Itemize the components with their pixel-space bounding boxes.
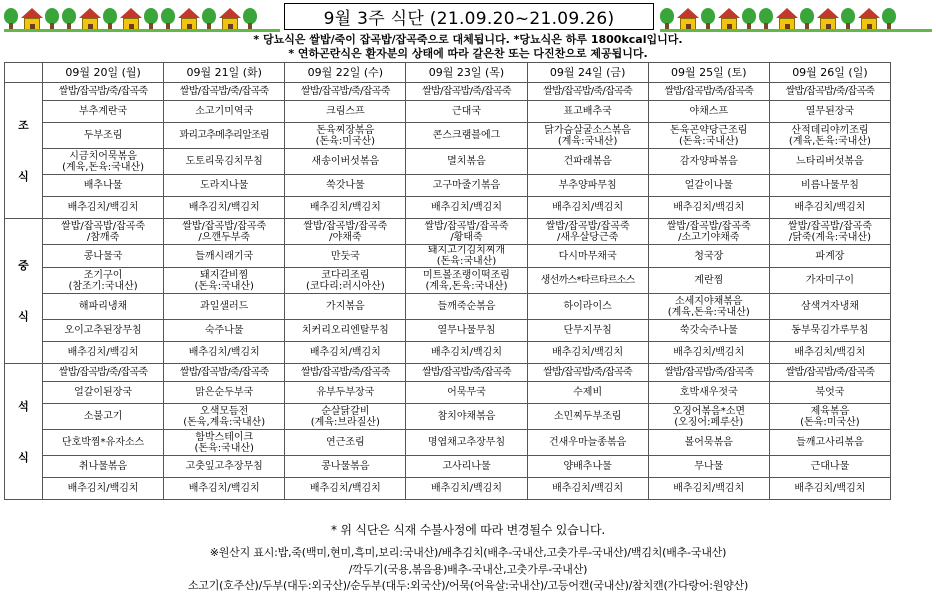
menu-item: 멸치볶음 (406, 149, 527, 175)
menu-item-name: 닭가슴살굴소스볶음 (544, 124, 632, 136)
menu-item-origin: (계육:국내산) (557, 135, 618, 147)
grass-strip (660, 29, 932, 32)
lunch-label (5, 219, 43, 364)
menu-item-name: 오색모듬전 (200, 405, 249, 417)
lunch-row (5, 294, 891, 320)
menu-item: 단호박찜*유자소스 (43, 430, 164, 456)
menu-item: 삼색겨자냉채 (769, 294, 890, 320)
menu-item-name: 쌀밥/잡곡밥/잡곡죽 (666, 220, 751, 232)
menu-item-origin: /닭죽(계육:국내산) (788, 231, 871, 243)
menu-item (164, 268, 285, 294)
menu-item-origin: /새우살당근죽 (556, 231, 619, 243)
grass-strip (4, 29, 280, 32)
menu-item: 해파리냉채 (43, 294, 164, 320)
menu-item: 쌀밥/잡곡밥/죽/잡곡죽 (527, 364, 648, 382)
menu-item: 얼갈이나물 (648, 175, 769, 197)
menu-item (527, 123, 648, 149)
menu-item: 표고배추국 (527, 101, 648, 123)
menu-item: 쌀밥/잡곡밥/죽/잡곡죽 (43, 364, 164, 382)
menu-item (43, 149, 164, 175)
menu-item-name: 쌀밥/잡곡밥/잡곡죽 (424, 220, 509, 232)
menu-item (285, 123, 406, 149)
menu-item: 가지볶음 (285, 294, 406, 320)
menu-item: 쌀밥/잡곡밥/죽/잡곡죽 (285, 83, 406, 101)
menu-item: 배추김치/백김치 (648, 342, 769, 364)
menu-item: 크림스프 (285, 101, 406, 123)
change-notice: * 위 식단은 식재 수불사정에 따라 변경될수 있습니다. (331, 523, 605, 537)
dinner-row (5, 364, 891, 382)
menu-item: 가자미구이 (769, 268, 890, 294)
menu-item: 느타리버섯볶음 (769, 149, 890, 175)
menu-item: 과일샐러드 (164, 294, 285, 320)
menu-item (648, 219, 769, 245)
menu-item-origin: /참깨죽 (86, 231, 120, 243)
menu-item: 쌀밥/잡곡밥/죽/잡곡죽 (527, 83, 648, 101)
menu-item: 콘스크램블에그 (406, 123, 527, 149)
menu-item: 배추김치/백김치 (769, 197, 890, 219)
menu-item: 유부두부장국 (285, 382, 406, 404)
menu-item-origin: /야채죽 (329, 231, 362, 243)
menu-item (527, 219, 648, 245)
menu-item: 배추김치/백김치 (164, 478, 285, 500)
menu-item: 근대국 (406, 101, 527, 123)
menu-item: 배추김치/백김치 (43, 478, 164, 500)
menu-item-name: 쌀밥/잡곡밥/잡곡죽 (545, 220, 630, 232)
menu-item: 열무된장국 (769, 101, 890, 123)
menu-item: 배추김치/백김치 (527, 197, 648, 219)
menu-item: 쌀밥/잡곡밥/죽/잡곡죽 (164, 83, 285, 101)
menu-item-name: 쌀밥/잡곡밥/잡곡죽 (61, 220, 146, 232)
menu-item: 들깨고사리볶음 (769, 430, 890, 456)
menu-item-origin: (계육,돈육:국내산) (788, 135, 871, 147)
menu-item: 배추김치/백김치 (406, 478, 527, 500)
day-header: 09월 25일 (토) (648, 63, 769, 83)
menu-item: 배추김치/백김치 (527, 478, 648, 500)
menu-item (285, 268, 406, 294)
menu-item: 배추김치/백김치 (43, 342, 164, 364)
menu-item: 쌀밥/잡곡밥/죽/잡곡죽 (769, 83, 890, 101)
menu-item: 볼어묵볶음 (648, 430, 769, 456)
menu-item: 열무나물무침 (406, 320, 527, 342)
menu-item: 연근조림 (285, 430, 406, 456)
breakfast-label (5, 83, 43, 219)
breakfast-row (5, 197, 891, 219)
menu-item: 소불고기 (43, 404, 164, 430)
menu-item: 배추김치/백김치 (406, 342, 527, 364)
breakfast-row (5, 175, 891, 197)
day-header: 09월 21일 (화) (164, 63, 285, 83)
menu-item: 참치야채볶음 (406, 404, 527, 430)
menu-item-origin: (계육,돈육:국내산) (425, 280, 508, 292)
page-title: 9월 3주 식단 (21.09.20~21.09.26) (284, 3, 654, 30)
corner-cell (5, 63, 43, 83)
menu-item-name: 순살닭갈비 (321, 405, 370, 417)
menu-item: 들깨죽순볶음 (406, 294, 527, 320)
menu-item (164, 219, 285, 245)
dinner-row (5, 404, 891, 430)
menu-item: 건파래볶음 (527, 149, 648, 175)
diabetic-diet-notice: * 당뇨식은 쌀밥/죽이 잡곡밥/잡곡죽으로 대체됩니다. *당뇨식은 하루 1800kcal입니다. (253, 33, 683, 46)
menu-item: 소민찌두부조림 (527, 404, 648, 430)
menu-item (648, 123, 769, 149)
menu-item-name: 돼지갈비찜 (200, 269, 249, 281)
decorative-banner-right (660, 4, 932, 32)
day-header-row (5, 63, 891, 83)
menu-item (43, 268, 164, 294)
menu-item: 배추김치/백김치 (648, 197, 769, 219)
menu-item-origin: (돈육:미국산) (315, 135, 376, 147)
decorative-banner-left (4, 4, 280, 32)
day-header: 09월 24일 (금) (527, 63, 648, 83)
menu-item: 양배추나물 (527, 456, 648, 478)
menu-item-origin: /황태죽 (450, 231, 483, 243)
menu-item: 생선까스*타르타르소스 (527, 268, 648, 294)
day-header: 09월 26일 (일) (769, 63, 890, 83)
menu-item: 배추김치/백김치 (648, 478, 769, 500)
menu-item: 단무지무침 (527, 320, 648, 342)
lunch-label-top: 중 (18, 259, 29, 272)
lunch-label-bottom: 식 (18, 310, 29, 323)
menu-item: 청국장 (648, 245, 769, 268)
lunch-row (5, 245, 891, 268)
menu-item: 배추김치/백김치 (769, 342, 890, 364)
breakfast-label-top: 조 (18, 118, 29, 132)
menu-item: 비름나물무침 (769, 175, 890, 197)
dysphagia-diet-notice: * 연하곤란식은 환자분의 상태에 따라 갈은찬 또는 다진찬으로 제공됩니다. (288, 47, 648, 60)
menu-item: 콩나물볶음 (285, 456, 406, 478)
dinner-label-bottom: 식 (18, 450, 29, 464)
menu-item: 쌀밥/잡곡밥/죽/잡곡죽 (648, 83, 769, 101)
menu-item: 수제비 (527, 382, 648, 404)
menu-item: 건새우마늘종볶음 (527, 430, 648, 456)
menu-item (406, 245, 527, 268)
menu-item-name: 돼지고기김치찌개 (427, 245, 506, 256)
dinner-row (5, 382, 891, 404)
menu-item: 고구마줄기볶음 (406, 175, 527, 197)
menu-item: 어묵무국 (406, 382, 527, 404)
menu-item-name: 쌀밥/잡곡밥/잡곡죽 (182, 220, 267, 232)
menu-item: 꽈리고추메추리알조림 (164, 123, 285, 149)
menu-item: 치커리오리엔탈무침 (285, 320, 406, 342)
lunch-row (5, 219, 891, 245)
menu-item-origin: (코다리:러시아산) (305, 280, 385, 292)
menu-item: 계란찜 (648, 268, 769, 294)
menu-item (769, 404, 890, 430)
menu-item: 소고기미역국 (164, 101, 285, 123)
menu-item: 도토리묵김치무침 (164, 149, 285, 175)
menu-item-origin: (계육,돈육:국내산) (667, 306, 750, 318)
day-header: 09월 23일 (목) (406, 63, 527, 83)
menu-item: 동부묵김가루무침 (769, 320, 890, 342)
menu-item-name: 쌀밥/잡곡밥/잡곡죽 (787, 220, 872, 232)
menu-item (648, 404, 769, 430)
menu-item: 쌀밥/잡곡밥/죽/잡곡죽 (769, 364, 890, 382)
menu-item: 배추김치/백김치 (164, 342, 285, 364)
menu-item-origin: (참조기:국내산) (68, 280, 138, 292)
menu-item (164, 430, 285, 456)
menu-item-origin: (돈육:미국산) (800, 416, 860, 428)
menu-item (285, 404, 406, 430)
dinner-row (5, 478, 891, 500)
menu-item: 배추김치/백김치 (769, 478, 890, 500)
lunch-row (5, 342, 891, 364)
menu-item: 쌀밥/잡곡밥/죽/잡곡죽 (648, 364, 769, 382)
menu-item-origin: (돈육,계육:국내산) (183, 416, 266, 428)
menu-item: 오이고추된장무침 (43, 320, 164, 342)
menu-item: 콩나물국 (43, 245, 164, 268)
menu-item: 쑥갓숙주나물 (648, 320, 769, 342)
menu-item: 배추김치/백김치 (527, 342, 648, 364)
menu-item (648, 294, 769, 320)
menu-item-name: 미트볼조랭이떡조림 (423, 269, 510, 281)
menu-item (406, 268, 527, 294)
menu-item: 숙주나물 (164, 320, 285, 342)
menu-item: 배추김치/백김치 (164, 197, 285, 219)
menu-item-origin: (돈육:국내산) (194, 280, 254, 292)
menu-item (164, 404, 285, 430)
menu-item: 배추나물 (43, 175, 164, 197)
day-header: 09월 22일 (수) (285, 63, 406, 83)
menu-item: 다시마무채국 (527, 245, 648, 268)
menu-item: 들깨시래기국 (164, 245, 285, 268)
menu-item: 부추양파무침 (527, 175, 648, 197)
breakfast-row (5, 83, 891, 101)
origin-label-line-3: 소고기(호주산)/두부(대두:외국산)/순두부(대두:외국산)/어묵(어육살:국내산)/고등어캔(국내산)/참치캔(가다랑어:원양산) (187, 579, 749, 592)
breakfast-row (5, 123, 891, 149)
menu-item: 배추김치/백김치 (285, 197, 406, 219)
menu-item: 얼갈이된장국 (43, 382, 164, 404)
menu-item-origin: /으깬두부죽 (198, 231, 251, 243)
weekly-menu-table (4, 62, 891, 500)
menu-item (769, 219, 890, 245)
menu-item: 배추김치/백김치 (285, 478, 406, 500)
lunch-row (5, 268, 891, 294)
menu-item: 고춧잎고추장무침 (164, 456, 285, 478)
menu-item-origin: (오징어:페루산) (674, 416, 744, 428)
menu-item: 배추김치/백김치 (285, 342, 406, 364)
menu-item: 쌀밥/잡곡밥/죽/잡곡죽 (43, 83, 164, 101)
breakfast-row (5, 149, 891, 175)
menu-item-name: 조기구이 (83, 269, 123, 281)
menu-item-name: 쌀밥/잡곡밥/잡곡죽 (303, 220, 388, 232)
menu-item: 쌀밥/잡곡밥/죽/잡곡죽 (164, 364, 285, 382)
origin-label-line-1: ※원산지 표시:밥,죽(백미,현미,흑미,보리:국내산)/배추김치(배추-국내산,고춧가루-국내산)/백김치(배추-국내산) (209, 546, 727, 559)
menu-item-origin: (돈육:국내산) (436, 256, 497, 267)
menu-item: 배추김치/백김치 (406, 197, 527, 219)
menu-item-origin: (계육,돈육:국내산) (62, 161, 145, 173)
menu-item (769, 123, 890, 149)
dinner-row (5, 430, 891, 456)
menu-item: 명엽채고추장무침 (406, 430, 527, 456)
menu-item-name: 코다리조림 (321, 269, 370, 281)
menu-item: 부추계란국 (43, 101, 164, 123)
lunch-row (5, 320, 891, 342)
day-header: 09월 20일 (월) (43, 63, 164, 83)
menu-item: 북엇국 (769, 382, 890, 404)
origin-label-line-2: /깍두기(국용,볶음용)배추-국내산,고춧가루-국내산) (348, 563, 588, 576)
dinner-label (5, 364, 43, 500)
menu-item: 근대나물 (769, 456, 890, 478)
menu-item: 고사리나물 (406, 456, 527, 478)
menu-item: 파계장 (769, 245, 890, 268)
menu-item: 새송이버섯볶음 (285, 149, 406, 175)
dinner-label-top: 석 (18, 399, 29, 413)
menu-item-name: 돈육곤약당근조림 (670, 124, 748, 136)
menu-body (5, 83, 891, 500)
menu-item: 취나물볶음 (43, 456, 164, 478)
menu-item: 쌀밥/잡곡밥/죽/잡곡죽 (406, 364, 527, 382)
menu-item-name: 산적데리야끼조림 (791, 124, 869, 136)
menu-item: 두부조림 (43, 123, 164, 149)
menu-item: 배추김치/백김치 (43, 197, 164, 219)
menu-item: 쑥갓나물 (285, 175, 406, 197)
menu-item (406, 219, 527, 245)
menu-item-origin: (계육:브라질산) (310, 416, 380, 428)
menu-item-origin: (돈육:국내산) (679, 135, 739, 147)
menu-item-name: 오징어볶음*소면 (672, 405, 746, 417)
menu-item (43, 219, 164, 245)
breakfast-label-bottom: 식 (18, 169, 29, 183)
breakfast-row (5, 101, 891, 123)
menu-item: 쌀밥/잡곡밥/죽/잡곡죽 (285, 364, 406, 382)
menu-item-name: 시금치어묵볶음 (69, 150, 137, 162)
menu-item: 쌀밥/잡곡밥/죽/잡곡죽 (406, 83, 527, 101)
menu-item: 감자양파볶음 (648, 149, 769, 175)
menu-item-name: 소세지야채볶음 (674, 295, 743, 307)
menu-item-name: 제육볶음 (810, 405, 850, 417)
dinner-row (5, 456, 891, 478)
menu-item (285, 219, 406, 245)
menu-item: 만둣국 (285, 245, 406, 268)
menu-item: 야채스프 (648, 101, 769, 123)
menu-item: 호박새우젓국 (648, 382, 769, 404)
menu-item: 맑은순두부국 (164, 382, 285, 404)
menu-item-name: 돈육찌장볶음 (316, 124, 375, 136)
menu-item-origin: (돈육:국내산) (194, 442, 254, 454)
menu-item-name: 함박스테이크 (195, 431, 254, 443)
menu-item: 도라지나물 (164, 175, 285, 197)
menu-item: 무나물 (648, 456, 769, 478)
menu-item: 하이라이스 (527, 294, 648, 320)
menu-item-origin: /소고기야채죽 (678, 231, 740, 243)
